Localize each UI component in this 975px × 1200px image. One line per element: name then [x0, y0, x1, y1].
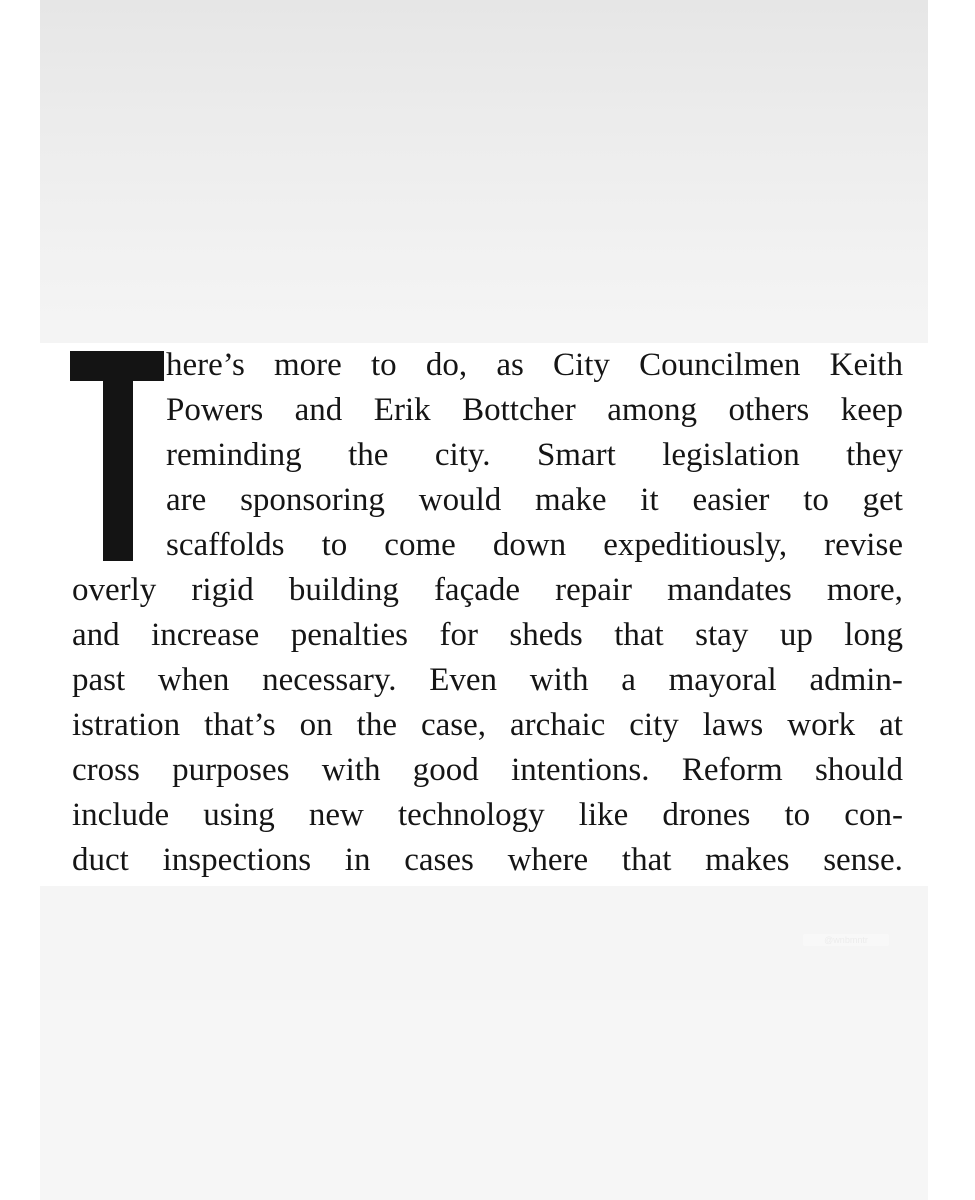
article-word: Erik — [373, 392, 431, 428]
article-word: and — [72, 617, 120, 653]
article-word: admin- — [809, 662, 903, 698]
article-word: among — [607, 392, 698, 428]
article-word: good — [412, 752, 479, 788]
article-word: overly — [72, 572, 157, 608]
article-word: more, — [826, 572, 903, 608]
article-word: cross — [72, 752, 140, 788]
article-word: Even — [429, 662, 498, 698]
article-word: to — [321, 527, 348, 563]
article-word: that — [614, 617, 664, 653]
article-line-8 — [72, 660, 903, 700]
article-word: istration — [72, 707, 181, 743]
article-line-7 — [72, 615, 903, 655]
article-word: City — [553, 347, 610, 383]
article-word: where — [507, 842, 589, 878]
article-word: drones — [662, 797, 751, 833]
article-word: laws — [702, 707, 764, 743]
article-word: the — [348, 437, 389, 473]
watermark-text: @wnbmntr — [803, 934, 889, 946]
article-word: revise — [824, 527, 903, 563]
article-word: with — [321, 752, 381, 788]
article-word: with — [529, 662, 589, 698]
story-bottom-area — [40, 1000, 928, 1200]
article-line-1 — [166, 345, 903, 385]
article-word: Councilmen — [639, 347, 801, 383]
article-word: case, — [420, 707, 487, 743]
newspaper-clipping — [40, 343, 928, 886]
article-word: in — [344, 842, 371, 878]
article-word: Keith — [829, 347, 903, 383]
article-word: should — [814, 752, 903, 788]
article-line-6 — [72, 570, 903, 610]
article-word: sponsoring — [240, 482, 385, 518]
article-line-5 — [166, 525, 903, 565]
article-word: archaic — [510, 707, 606, 743]
article-word: to — [371, 347, 397, 383]
article-line-9 — [72, 705, 903, 745]
article-word: city. — [434, 437, 491, 473]
article-word: others — [728, 392, 810, 428]
article-word: as — [496, 347, 524, 383]
article-word: for — [439, 617, 478, 653]
article-word: and — [294, 392, 343, 428]
article-word: long — [844, 617, 903, 653]
article-line-11 — [72, 795, 903, 835]
article-word: down — [492, 527, 567, 563]
article-word: more — [274, 347, 342, 383]
article-word: stay — [695, 617, 749, 653]
article-word: building — [288, 572, 399, 608]
article-word: when — [157, 662, 230, 698]
article-word: legislation — [662, 437, 800, 473]
article-word: like — [578, 797, 629, 833]
article-word: necessary. — [262, 662, 397, 698]
article-word: up — [779, 617, 813, 653]
article-word: mayoral — [668, 662, 777, 698]
article-word: con- — [844, 797, 903, 833]
article-word: mandates — [667, 572, 792, 608]
article-word: keep — [840, 392, 903, 428]
article-word: Smart — [536, 437, 616, 473]
article-word: new — [308, 797, 364, 833]
article-word: expeditiously, — [603, 527, 788, 563]
article-word: duct — [72, 842, 129, 878]
article-word: easier — [692, 482, 770, 518]
article-word: are — [166, 482, 207, 518]
article-word: increase — [151, 617, 260, 653]
article-word: work — [787, 707, 856, 743]
article-word: technology — [398, 797, 545, 833]
article-word: reminding — [166, 437, 302, 473]
article-word: penalties — [290, 617, 408, 653]
article-word: façade — [433, 572, 521, 608]
article-word: rigid — [191, 572, 254, 608]
article-word: do, — [425, 347, 468, 383]
article-line-2 — [166, 390, 903, 430]
article-word: purposes — [172, 752, 290, 788]
article-word: cases — [404, 842, 474, 878]
article-word: to — [784, 797, 811, 833]
article-word: sheds — [509, 617, 583, 653]
article-word: on — [299, 707, 333, 743]
article-line-10 — [72, 750, 903, 790]
article-word: repair — [555, 572, 633, 608]
article-word: scaffolds — [166, 527, 285, 563]
article-word: they — [846, 437, 903, 473]
article-word: sense. — [823, 842, 903, 878]
article-line-4 — [166, 480, 903, 520]
article-word: at — [879, 707, 903, 743]
article-word: to — [803, 482, 829, 518]
article-word: get — [862, 482, 903, 518]
article-word: that’s — [204, 707, 276, 743]
article-word: the — [356, 707, 397, 743]
article-word: using — [203, 797, 275, 833]
article-line-12 — [72, 840, 903, 880]
article-word: here’s — [166, 347, 245, 383]
article-word: intentions. — [511, 752, 650, 788]
article-word: inspections — [162, 842, 312, 878]
article-word: city — [629, 707, 679, 743]
article-word: it — [640, 482, 659, 518]
article-word: that — [621, 842, 672, 878]
article-word: would — [418, 482, 502, 518]
article-word: a — [621, 662, 636, 698]
article-word: past — [72, 662, 126, 698]
article-word: include — [72, 797, 170, 833]
article-word: come — [384, 527, 456, 563]
article-word: Bottcher — [462, 392, 576, 428]
article-word: Powers — [166, 392, 264, 428]
article-word: make — [535, 482, 607, 518]
drop-cap-letter-t — [70, 351, 164, 561]
article-word: makes — [705, 842, 790, 878]
drop-cap-stem — [103, 351, 133, 561]
article-line-3 — [166, 435, 903, 475]
article-word: Reform — [681, 752, 783, 788]
